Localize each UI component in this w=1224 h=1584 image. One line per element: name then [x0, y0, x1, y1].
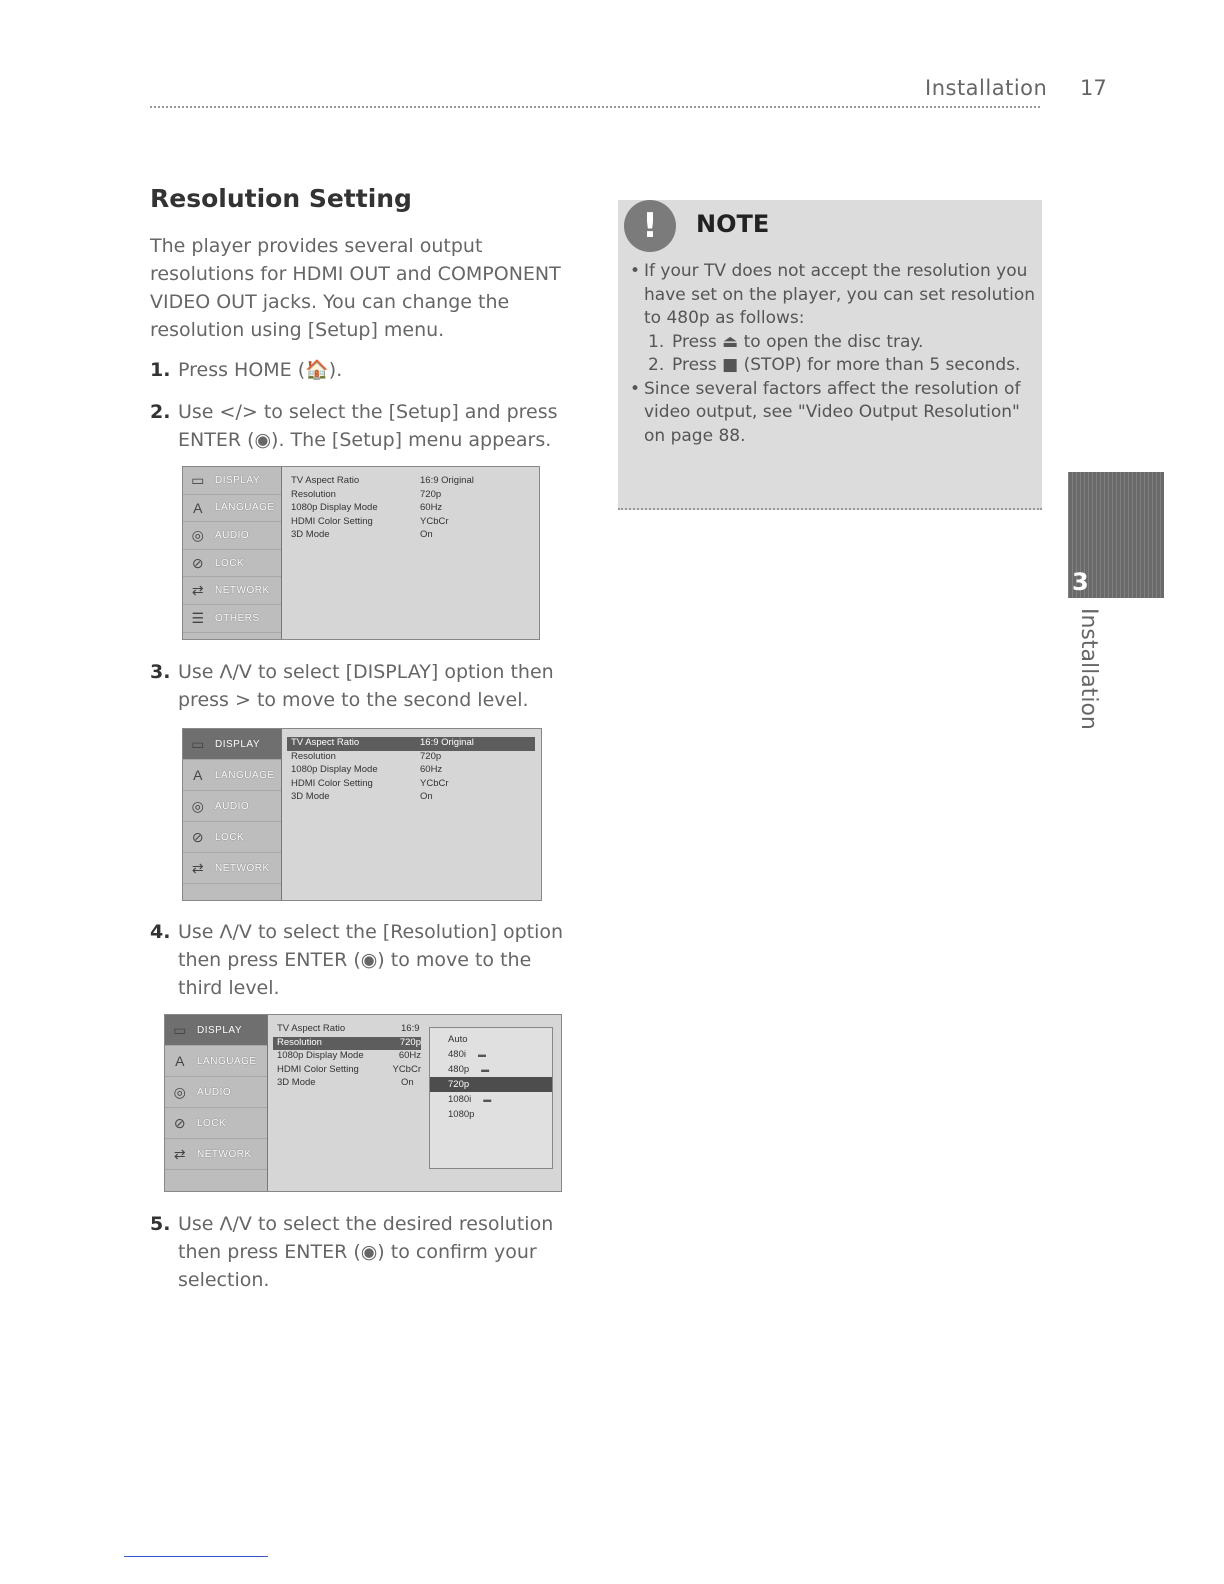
- option-row: Resolution 720p: [291, 750, 442, 762]
- menu-item-language: A LANGUAGE: [165, 1046, 267, 1077]
- menu-item-audio: ◎ AUDIO: [165, 1077, 267, 1108]
- menu-item-display: ▭ DISPLAY: [183, 467, 281, 495]
- option-row-selected: TV Aspect Ratio 16:9 Original: [287, 737, 535, 751]
- network-icon: ⇄: [191, 582, 205, 599]
- resolution-option: 1080i ▬: [448, 1094, 492, 1105]
- option-row: HDMI Color Setting YCbCr: [277, 1063, 421, 1075]
- bullet-icon: •: [630, 261, 641, 281]
- step-1: [150, 356, 570, 384]
- step-text: Use Λ/V to select the [Resolution] option then press ENTER (◉) to move to the third level.: [178, 921, 564, 999]
- resolution-option-selected: 720p: [430, 1077, 552, 1092]
- resolution-option: Auto: [448, 1034, 468, 1045]
- resolution-option: 480p ▬: [448, 1064, 490, 1075]
- option-row: Resolution 720p: [291, 488, 442, 500]
- audio-icon: ◎: [191, 526, 205, 543]
- audio-icon: ◎: [173, 1083, 187, 1100]
- page-number: 17: [1080, 76, 1107, 100]
- menu-sidebar: [183, 467, 282, 639]
- option-row: 3D Mode On: [277, 1077, 414, 1088]
- resolution-popup: [429, 1027, 553, 1169]
- scan-indicator-icon: ▬: [477, 1050, 486, 1059]
- network-icon: ⇄: [191, 859, 205, 876]
- setup-menu-screenshot-3: [164, 1014, 562, 1192]
- note-item: • If your TV does not accept the resolution you have set on the player, you can set resolution to 480p as follows:: [630, 261, 1035, 328]
- lock-icon: ⊘: [191, 554, 205, 571]
- display-icon: ▭: [191, 471, 205, 488]
- note-item: • Since several factors affect the resolution of video output, see "Video Output Resolution" on page 88.: [630, 378, 1021, 446]
- note-body: [628, 260, 1038, 448]
- option-row: 3D Mode On: [291, 791, 433, 802]
- language-icon: A: [193, 499, 203, 516]
- running-header-section: Installation: [925, 76, 1048, 100]
- chapter-number: 3: [1072, 568, 1089, 596]
- exclamation-icon: !: [624, 200, 676, 252]
- step-text: Use </> to select the [Setup] and press ENTER (◉). The [Setup] menu appears.: [178, 401, 558, 451]
- step-text: Press HOME (🏠).: [178, 359, 343, 381]
- step-number: 1.: [150, 359, 171, 381]
- display-icon: ▭: [173, 1021, 187, 1038]
- step-text: Use Λ/V to select the desired resolution then press ENTER (◉) to confirm your selection.: [178, 1213, 554, 1291]
- scan-indicator-icon: ▬: [481, 1065, 490, 1074]
- note-title: NOTE: [696, 210, 770, 238]
- setup-menu-screenshot-1: [182, 466, 540, 640]
- option-row: HDMI Color Setting YCbCr: [291, 777, 449, 789]
- menu-item-language: A LANGUAGE: [183, 495, 281, 523]
- menu-item-audio: ◎ AUDIO: [183, 522, 281, 550]
- chapter-label: Installation: [1076, 608, 1101, 730]
- menu-item-lock: ⊘ LOCK: [183, 822, 281, 853]
- step-number: 5.: [150, 1213, 171, 1235]
- menu-item-network: ⇄ NETWORK: [183, 853, 281, 884]
- menu-sidebar: [165, 1015, 268, 1191]
- menu-item-audio: ◎ AUDIO: [183, 791, 281, 822]
- intro-paragraph: The player provides several output resolutions for HDMI OUT and COMPONENT VIDEO OUT jacks. You can change the resolution using [Setup] menu.: [150, 235, 561, 341]
- scan-indicator-icon: ▬: [483, 1095, 492, 1104]
- option-row: 1080p Display Mode 60Hz: [277, 1050, 421, 1061]
- step-2: [150, 398, 570, 454]
- menu-options: [273, 1023, 421, 1091]
- step-text: Use Λ/V to select [DISPLAY] option then press > to move to the second level.: [178, 661, 554, 711]
- menu-options: [287, 737, 535, 805]
- option-row: 1080p Display Mode 60Hz: [291, 764, 443, 775]
- menu-item-network: ⇄ NETWORK: [165, 1139, 267, 1170]
- language-icon: A: [193, 767, 203, 783]
- menu-item-language: A LANGUAGE: [183, 760, 281, 791]
- step-5: [150, 1210, 570, 1294]
- resolution-option: 1080p: [448, 1109, 475, 1120]
- note-box: [618, 200, 1042, 510]
- step-4: [150, 918, 570, 1002]
- others-icon: ☰: [191, 609, 205, 626]
- step-number: 4.: [150, 921, 171, 943]
- header-divider: [150, 106, 1040, 108]
- menu-item-others: ☰ OTHERS: [183, 605, 281, 633]
- footer-line: [124, 1556, 268, 1557]
- note-substep: 1. Press ⏏ to open the disc tray.: [648, 331, 924, 352]
- menu-item-network: ⇄ NETWORK: [183, 577, 281, 605]
- menu-item-display: ▭ DISPLAY: [183, 729, 281, 760]
- step-number: 2.: [150, 401, 171, 423]
- section-heading: Resolution Setting: [150, 184, 412, 213]
- resolution-option: 480i ▬: [448, 1049, 486, 1060]
- note-substep: 2. Press ■ (STOP) for more than 5 seconds.: [648, 355, 1021, 375]
- bullet-icon: •: [630, 378, 641, 399]
- network-icon: ⇄: [173, 1145, 187, 1162]
- menu-item-lock: ⊘ LOCK: [183, 550, 281, 578]
- step-number: 3.: [150, 661, 171, 683]
- audio-icon: ◎: [191, 797, 205, 814]
- lock-icon: ⊘: [191, 828, 205, 845]
- step-3: [150, 658, 570, 714]
- language-icon: A: [175, 1053, 185, 1069]
- option-row: HDMI Color Setting YCbCr: [291, 515, 449, 527]
- menu-item-lock: ⊘ LOCK: [165, 1108, 267, 1139]
- option-row: 1080p Display Mode 60Hz: [291, 502, 443, 513]
- display-icon: ▭: [191, 735, 205, 752]
- menu-item-display: ▭ DISPLAY: [165, 1015, 267, 1046]
- lock-icon: ⊘: [173, 1114, 187, 1131]
- menu-options: [287, 475, 533, 543]
- setup-menu-screenshot-2: [182, 728, 542, 901]
- option-row: TV Aspect Ratio 16:9: [277, 1023, 420, 1034]
- option-row: TV Aspect Ratio 16:9 Original: [291, 475, 474, 486]
- option-row: 3D Mode On: [291, 529, 433, 540]
- option-row-selected: Resolution 720p: [273, 1037, 421, 1051]
- menu-sidebar: [183, 729, 282, 900]
